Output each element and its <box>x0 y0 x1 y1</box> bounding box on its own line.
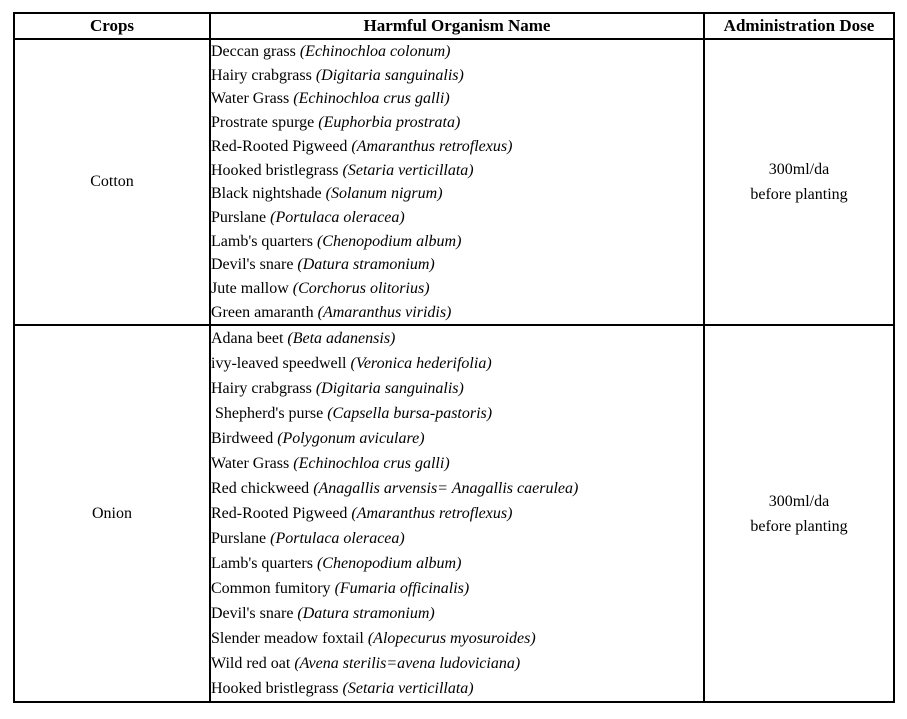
organism-entry <box>211 135 703 159</box>
crop-name: Onion <box>14 325 210 702</box>
organism-entry <box>211 87 703 111</box>
dose-amount: 300ml/da <box>768 161 830 179</box>
organism-latin-name: (Fumaria officinalis) <box>334 580 470 598</box>
organism-latin-name: (Setaria verticillata) <box>342 161 474 179</box>
organism-latin-name: (Anagallis arvensis= Anagallis caerulea) <box>313 480 579 498</box>
administration-dose <box>704 39 894 325</box>
organism-latin-name: (Portulaca oleracea) <box>270 208 405 226</box>
organism-entry <box>211 676 703 701</box>
organism-common-name: Purslane <box>211 530 267 548</box>
organism-common-name: Common fumitory <box>211 580 331 598</box>
organism-common-name: Lamb's quarters <box>211 555 313 573</box>
organism-latin-name: (Amaranthus retroflexus) <box>351 505 513 523</box>
organism-common-name: Devil's snare <box>211 605 294 623</box>
organism-entry <box>211 277 703 301</box>
organism-entry <box>211 476 703 501</box>
organism-common-name: Red-Rooted Pigweed <box>211 137 348 155</box>
organism-common-name: Lamb's quarters <box>211 232 313 250</box>
organism-common-name: ivy-leaved speedwell <box>211 355 347 373</box>
organism-entry <box>211 159 703 183</box>
organism-latin-name: (Euphorbia prostrata) <box>318 114 461 132</box>
organism-entry <box>211 601 703 626</box>
organism-list <box>210 39 704 325</box>
organism-entry <box>211 111 703 135</box>
organism-latin-name: (Datura stramonium) <box>297 605 435 623</box>
organism-common-name: Red chickweed <box>211 480 310 498</box>
organism-common-name: Water Grass <box>211 455 290 473</box>
organism-latin-name: (Amaranthus retroflexus) <box>351 137 513 155</box>
organism-latin-name: (Digitaria sanguinalis) <box>315 66 464 84</box>
organism-latin-name: (Solanum nigrum) <box>325 185 443 203</box>
organism-latin-name: (Alopecurus myosuroides) <box>367 630 536 648</box>
organism-entry <box>211 501 703 526</box>
organism-common-name: Hairy crabgrass <box>211 66 312 84</box>
crops-organisms-table-wrap <box>13 12 893 703</box>
organism-common-name: Hooked bristlegrass <box>211 680 339 698</box>
organism-entry <box>211 376 703 401</box>
organism-common-name: Hooked bristlegrass <box>211 161 339 179</box>
organism-entry <box>211 651 703 676</box>
organism-common-name: Devil's snare <box>211 256 294 274</box>
organism-entry <box>211 182 703 206</box>
organism-latin-name: (Capsella bursa-pastoris) <box>327 405 493 423</box>
organism-entry <box>211 626 703 651</box>
organism-latin-name: (Setaria verticillata) <box>342 680 474 698</box>
organism-common-name: Wild red oat <box>211 655 291 673</box>
organism-latin-name: (Chenopodium album) <box>316 232 462 250</box>
header-row <box>14 13 894 39</box>
organism-latin-name: (Polygonum aviculare) <box>277 430 425 448</box>
organism-latin-name: (Datura stramonium) <box>297 256 435 274</box>
organism-entry <box>211 351 703 376</box>
organism-latin-name: (Echinochloa crus galli) <box>293 455 450 473</box>
organism-entry <box>211 426 703 451</box>
administration-dose <box>704 325 894 702</box>
organism-common-name: Green amaranth <box>211 303 314 321</box>
dose-timing: before planting <box>750 186 848 204</box>
organism-entry <box>211 576 703 601</box>
dose-timing: before planting <box>750 517 848 535</box>
organism-common-name: Red-Rooted Pigweed <box>211 505 348 523</box>
organism-common-name: Jute mallow <box>211 280 289 298</box>
organism-latin-name: (Corchorus olitorius) <box>292 280 430 298</box>
organism-common-name: Black nightshade <box>211 185 322 203</box>
organism-common-name: Slender meadow foxtail <box>211 630 364 648</box>
crops-organisms-table <box>13 12 895 703</box>
organism-latin-name: (Amaranthus viridis) <box>317 303 452 321</box>
organism-latin-name: (Beta adanensis) <box>287 330 396 348</box>
table-row-cotton <box>14 39 894 325</box>
organism-list <box>210 325 704 702</box>
organism-entry <box>211 301 703 325</box>
organism-latin-name: (Portulaca oleracea) <box>270 530 405 548</box>
organism-entry <box>211 551 703 576</box>
crop-name: Cotton <box>14 39 210 325</box>
organism-entry <box>211 230 703 254</box>
organism-latin-name: (Echinochloa colonum) <box>299 43 451 60</box>
col-header-harmful-organism-name: Harmful Organism Name <box>210 13 704 39</box>
organism-common-name: Adana beet <box>211 330 284 348</box>
dose-amount: 300ml/da <box>768 492 830 510</box>
organism-common-name: Hairy crabgrass <box>211 380 312 398</box>
organism-latin-name: (Avena sterilis=avena ludoviciana) <box>294 655 521 673</box>
organism-entry <box>211 401 703 426</box>
organism-latin-name: (Digitaria sanguinalis) <box>315 380 464 398</box>
organism-common-name: Purslane <box>211 208 267 226</box>
organism-entry <box>211 64 703 88</box>
organism-common-name: Deccan grass <box>211 43 296 60</box>
organism-entry <box>211 451 703 476</box>
table-row-onion <box>14 325 894 702</box>
organism-latin-name: (Echinochloa crus galli) <box>293 90 450 108</box>
organism-common-name: Shepherd's purse <box>211 405 324 423</box>
organism-entry <box>211 206 703 230</box>
organism-entry <box>211 253 703 277</box>
organism-entry <box>211 326 703 351</box>
organism-common-name: Prostrate spurge <box>211 114 315 132</box>
organism-common-name: Birdweed <box>211 430 274 448</box>
col-header-crops: Crops <box>14 13 210 39</box>
col-header-administration-dose: Administration Dose <box>704 13 894 39</box>
organism-entry <box>211 526 703 551</box>
organism-common-name: Water Grass <box>211 90 290 108</box>
organism-entry <box>211 40 703 64</box>
organism-latin-name: (Chenopodium album) <box>316 555 462 573</box>
organism-latin-name: (Veronica hederifolia) <box>350 355 492 373</box>
